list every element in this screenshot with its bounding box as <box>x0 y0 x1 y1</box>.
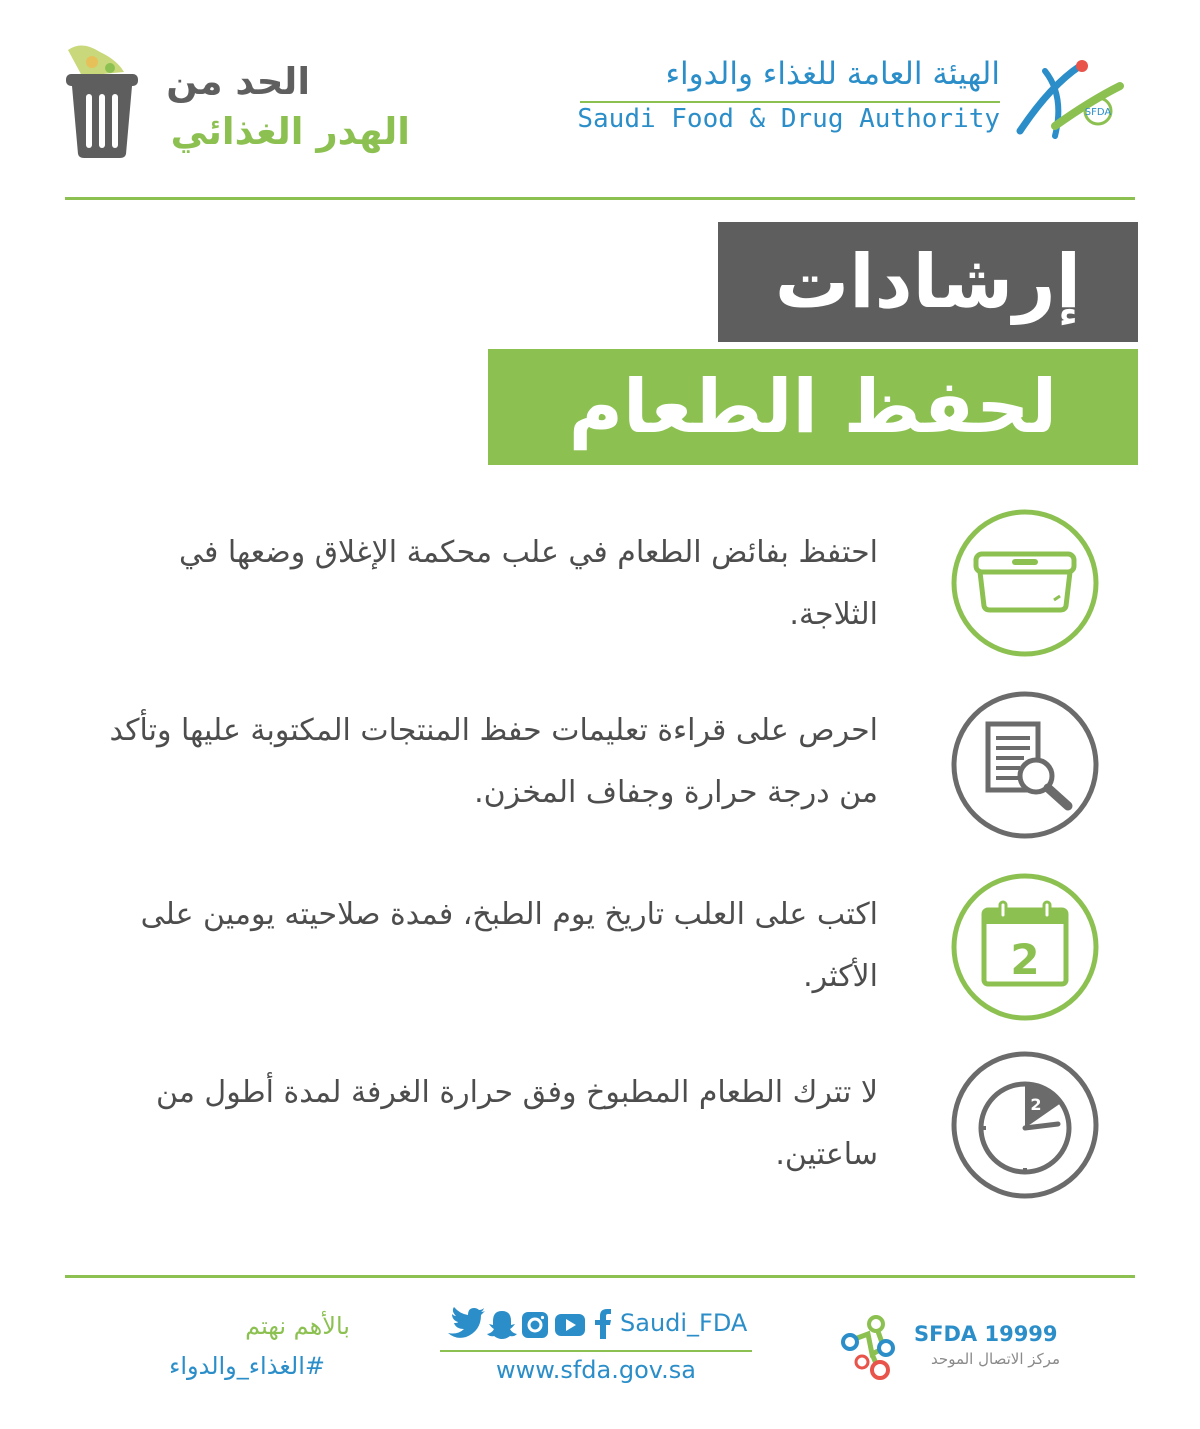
tip-text-4: لا تترك الطعام المطبوخ وفق حرارة الغرفة لمدة أطول من ساعتين. <box>155 1075 878 1172</box>
main-title-line1: إرشادات <box>774 239 1082 325</box>
campaign-title-line2: الهدر الغذائي <box>170 110 410 153</box>
document-magnifier-icon <box>950 690 1100 840</box>
instagram-icon[interactable] <box>522 1312 548 1338</box>
footer-divider <box>65 1275 1135 1278</box>
campaign-title-line1: الحد من <box>166 60 310 103</box>
facebook-icon[interactable] <box>595 1309 611 1339</box>
food-container-icon <box>950 508 1100 658</box>
youtube-icon[interactable] <box>555 1314 585 1336</box>
sfda-logo-icon <box>1010 56 1130 146</box>
tip-text-3: اكتب على العلب تاريخ يوم الطبخ، فمدة صلاحيته يومين على الأكثر. <box>140 897 878 994</box>
footer-social-divider <box>440 1350 752 1352</box>
calendar-icon <box>950 872 1100 1022</box>
title-banner-green <box>488 349 1138 465</box>
contact-center-number: SFDA 19999 <box>914 1322 1058 1346</box>
social-handle[interactable]: Saudi_FDA <box>620 1309 748 1337</box>
tip-text-1: احتفظ بفائض الطعام في علب محكمة الإغلاق وضعها في الثلاجة. <box>178 535 878 632</box>
tip-text-2: احرص على قراءة تعليمات حفظ المنتجات المكتوبة عليها وتأكد من درجة حرارة وجفاف المخزن. <box>109 713 878 810</box>
website-link[interactable]: www.sfda.gov.sa <box>496 1356 696 1384</box>
authority-divider <box>580 101 1000 103</box>
twitter-icon[interactable] <box>448 1307 485 1338</box>
calendar-number: 2 <box>1010 935 1040 984</box>
slogan: بالأهم نهتم <box>245 1312 350 1340</box>
contact-center-label: مركز الاتصال الموحد <box>931 1350 1060 1368</box>
hashtag: #الغذاء_والدواء <box>169 1352 325 1380</box>
authority-name-en: Saudi Food & Drug Authority <box>577 104 1000 134</box>
sfda-logo-text: SFDA <box>1084 107 1112 118</box>
authority-name-ar: الهيئة العامة للغذاء والدواء <box>665 56 1000 92</box>
main-title-line2: لحفظ الطعام <box>568 364 1058 450</box>
clock-number: 2 <box>1030 1095 1042 1114</box>
clock-icon <box>950 1050 1100 1200</box>
contact-center-logo-icon <box>838 1312 908 1382</box>
header-divider <box>65 197 1135 200</box>
title-banner-gray <box>718 222 1138 342</box>
snapchat-icon[interactable] <box>487 1311 517 1339</box>
